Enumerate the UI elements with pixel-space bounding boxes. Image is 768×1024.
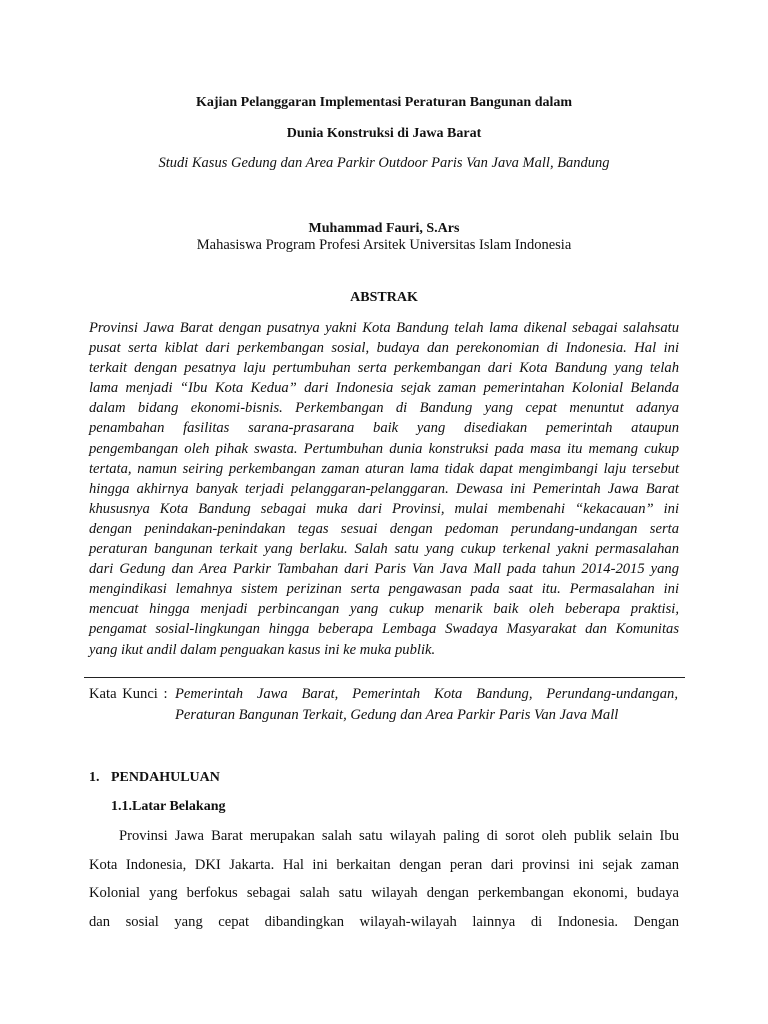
abstract-line: pengamat sosial-lingkungan hingga beberapa Lembaga Swadaya Masyarakat dan Komunitas bbox=[89, 621, 679, 638]
abstract-line: lama menjadi “Ibu Kota Kedua” dari Indonesia sejak zaman pemerintahan Kolonial Belanda bbox=[89, 380, 679, 397]
abstract-line: dari Gedung dan Area Parkir Tambahan dari Paris Van Java Mall pada tahun 2014-2015 yang bbox=[89, 561, 679, 578]
abstract-line: khususnya Kota Bandung sebagai muka dari Provinsi, mulai membenahi “kekacauan” ini bbox=[89, 500, 679, 517]
body-line: Provinsi Jawa Barat merupakan salah satu wilayah paling di sorot oleh publik selain Ibu bbox=[119, 828, 679, 844]
section-number: 1. bbox=[89, 770, 100, 785]
abstract-line: mengindikasi lemahnya sistem perizinan serta pengawasan pada saat itu. Permasalahan ini bbox=[89, 581, 679, 598]
section-heading bbox=[89, 770, 220, 786]
abstract-body bbox=[89, 318, 679, 660]
abstract-line: peraturan bangunan terkait yang berlaku. Salah satu yang cukup terkenal yakni permasalahan bbox=[89, 541, 679, 558]
keywords-list bbox=[175, 684, 678, 726]
paper-title-line-1: Kajian Pelanggaran Implementasi Peraturan Bangunan dalam bbox=[195, 95, 573, 110]
abstract-line: hingga akhirnya banyak terjadi pelanggaran-pelanggaran. Dewasa ini Pemerintah Jawa Barat bbox=[89, 480, 679, 497]
keywords-line: Pemerintah Jawa Barat, Pemerintah Kota Bandung, Perundang-undangan, bbox=[175, 686, 678, 702]
abstract-line: dengan penindakan-penindakan tegas sesuai dengan pedoman perundang-undangan serta bbox=[89, 520, 679, 537]
paper-title-line-2: Dunia Konstruksi di Jawa Barat bbox=[286, 126, 482, 141]
author-name: Muhammad Fauri, S.Ars bbox=[308, 221, 460, 236]
paper-subtitle: Studi Kasus Gedung dan Area Parkir Outdoor Paris Van Java Mall, Bandung bbox=[158, 155, 610, 171]
author-affiliation: Mahasiswa Program Profesi Arsitek Universitas Islam Indonesia bbox=[196, 237, 572, 253]
abstract-line: dalam bidang ekonomi-bisnis. Perkembangan di Bandung yang cepat menuntut adanya bbox=[89, 400, 679, 417]
abstract-line: mencuat hingga menjadi perbincangan yang cukup menarik baik oleh beberapa praktisi, bbox=[89, 601, 679, 618]
abstract-line: penambahan fasilitas sarana-prasarana baik yang disediakan pemerintah ataupun bbox=[89, 420, 679, 437]
abstract-line: yang ikut andil dalam penguakan kasus ini ke muka publik. bbox=[89, 641, 436, 658]
abstract-line: tertata, namun seiring perkembangan zaman aturan lama tidak dapat mengimbangi laju tersebut bbox=[89, 460, 679, 477]
abstract-divider bbox=[84, 677, 685, 678]
section-title: PENDAHULUAN bbox=[111, 770, 220, 785]
abstract-line: pusat serta kiblat dari perkembangan sosial, budaya dan perekonomian di Indonesia. Hal ini bbox=[89, 340, 679, 357]
subsection-heading: 1.1.Latar Belakang bbox=[111, 799, 226, 814]
abstract-line: terkait dengan pesatnya laju pertumbuhan serta perkembangan dari Kota Bandung yang telah bbox=[89, 360, 679, 377]
body-line: dan sosial yang cepat dibandingkan wilayah-wilayah lainnya di Indonesia. Dengan bbox=[89, 913, 679, 930]
abstract-heading: ABSTRAK bbox=[350, 290, 418, 305]
keywords-line: Peraturan Bangunan Terkait, Gedung dan Area Parkir Paris Van Java Mall bbox=[175, 707, 619, 723]
abstract-line: Provinsi Jawa Barat dengan pusatnya yakni Kota Bandung telah lama dikenal sebagai salahsatu bbox=[89, 320, 679, 336]
body-paragraph bbox=[89, 822, 679, 936]
body-line: Kolonial yang berfokus sebagai salah satu wilayah dengan perkembangan ekonomi, budaya bbox=[89, 885, 679, 902]
abstract-line: pengembangan oleh pihak swasta. Pertumbuhan dunia konstruksi pada masa itu memang cukup bbox=[89, 440, 679, 457]
body-line: Kota Indonesia, DKI Jakarta. Hal ini berkaitan dengan peran dari provinsi ini sejak zaman bbox=[89, 856, 679, 873]
keywords-label: Kata Kunci : bbox=[89, 686, 168, 702]
